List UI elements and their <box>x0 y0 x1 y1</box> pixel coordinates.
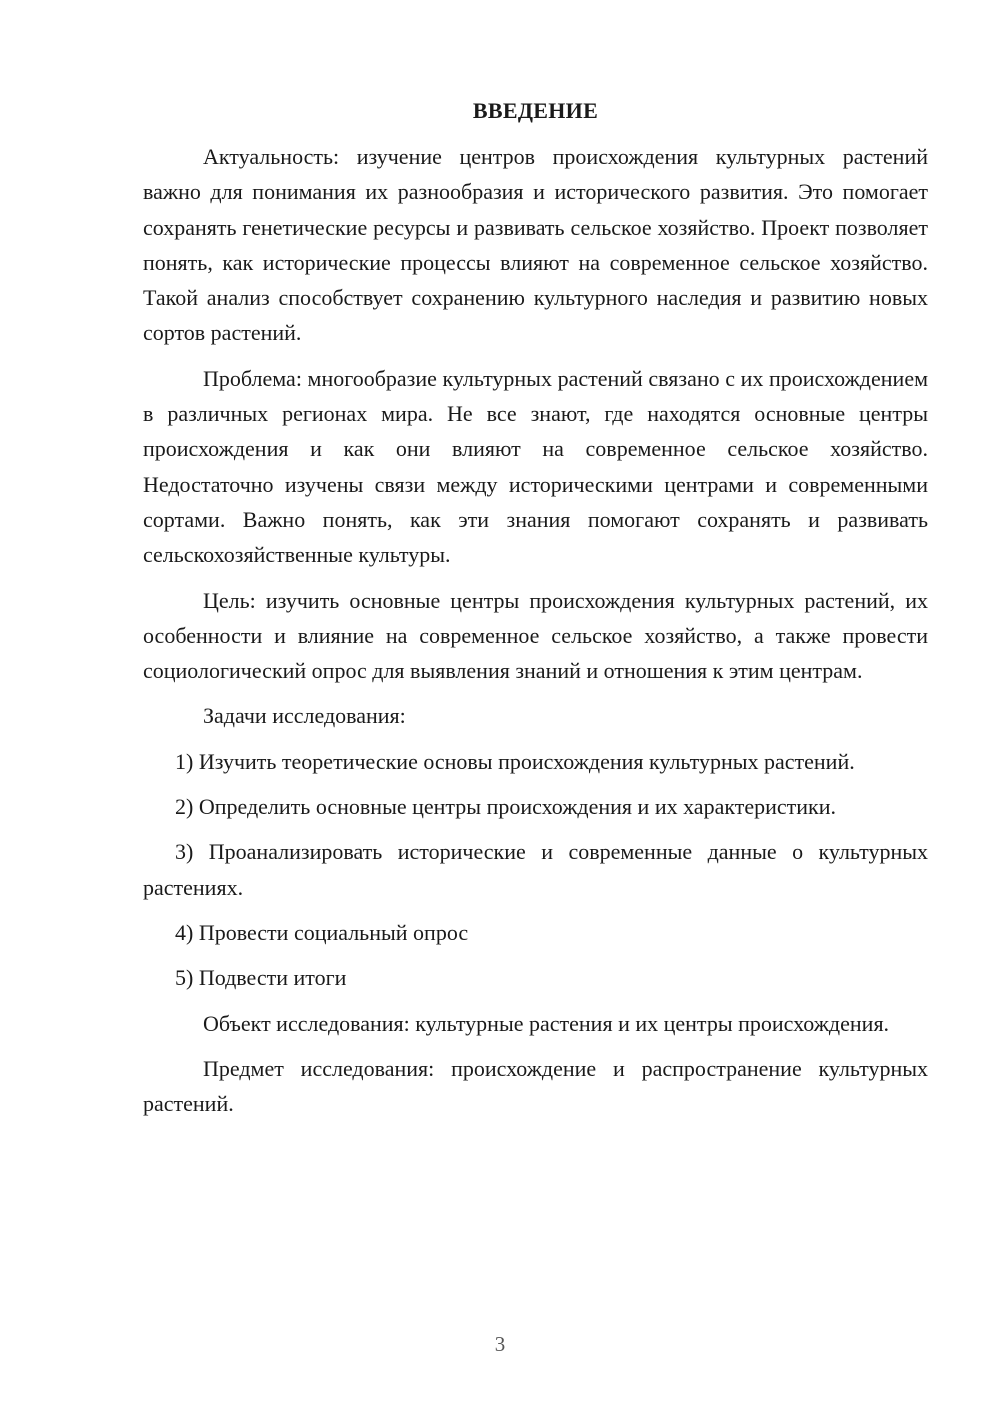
relevance-paragraph: Актуальность: изучение центров происхождения культурных растений важно для понимания их разнообразия и исторического развития. Это помогает сохранять генетические ресурсы и развивать сельское хозяйство. Проект позволяет понять, как исторические процессы влияют на современное сельское хозяйство. Такой анализ способствует сохранению культурного наследия и развитию новых сортов растений. <box>143 144 928 346</box>
goal-paragraph: Цель: изучить основные центры происхождения культурных растений, их особенности и влияние на современное сельское хозяйство, а также провести социологический опрос для выявления знаний и отношения к этим центрам. <box>143 587 928 684</box>
task-item-4: 4) Провести социальный опрос <box>175 919 469 945</box>
tasks-title: Задачи исследования: <box>203 703 406 729</box>
object-paragraph: Объект исследования: культурные растения и их центры происхождения. <box>203 1010 890 1036</box>
task-item-3: 3) Проанализировать исторические и современные данные о культурных растениях. <box>143 839 928 900</box>
page-number: 3 <box>494 1332 506 1356</box>
subject-paragraph: Предмет исследования: происхождение и распространение культурных растений. <box>143 1055 928 1117</box>
task-item-5: 5) Подвести итоги <box>175 965 347 991</box>
task-item-1: 1) Изучить теоретические основы происхождения культурных растений. <box>175 748 855 774</box>
problem-paragraph: Проблема: многообразие культурных растений связано с их происхождением в различных регионах мира. Не все знают, где находятся основные центры происхождения и как они влияют на современное сельское хозяйство. Недостаточно изучены связи между историческими центрами и современными сортами. Важно понять, как эти знания помогают сохранять и развивать сельскохозяйственные культуры. <box>143 365 928 568</box>
section-heading: ВВЕДЕНИЕ <box>472 98 599 123</box>
task-item-2: 2) Определить основные центры происхождения и их характеристики. <box>175 794 836 820</box>
document-page <box>143 93 928 1131</box>
